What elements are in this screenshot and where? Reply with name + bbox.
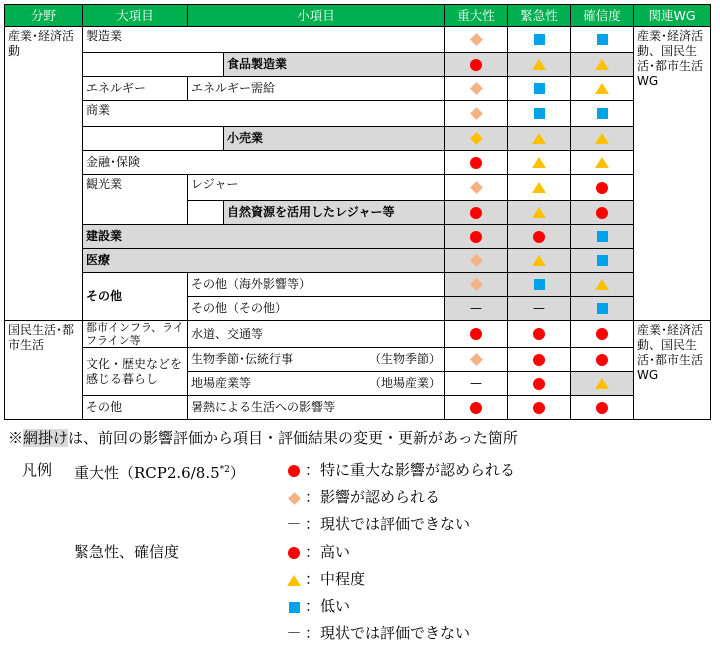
judai-cell [445, 249, 508, 273]
yellow-triangle-icon [595, 378, 609, 389]
shinrai-cell [571, 273, 634, 297]
judai-cell [445, 151, 508, 175]
salmon-diamond-icon [470, 278, 483, 291]
kinkyu-cell [508, 151, 571, 175]
header-dai: 大項目 [83, 5, 188, 27]
table-row [5, 249, 711, 273]
table-row [5, 127, 711, 151]
shinrai-cell [571, 53, 634, 77]
yellow-triangle-icon [595, 133, 609, 144]
item-sonota: その他 [83, 273, 188, 321]
yellow-triangle-icon [595, 279, 609, 290]
table-row [5, 321, 711, 348]
legend-kinkyu-1: ：高い [283, 542, 350, 562]
legend-judai-label: 重大性（RCP2.6/8.5$^{*2}$） [74, 464, 245, 482]
judai-cell [445, 201, 508, 225]
item-jiba: 地場産業等 （地場産業） [188, 372, 445, 396]
yellow-triangle-icon [595, 157, 609, 168]
legend-title: 凡例 [22, 461, 53, 479]
table-row [5, 396, 711, 420]
salmon-diamond-icon [470, 181, 483, 194]
item-leisure: レジャー [188, 175, 445, 201]
salmon-diamond-icon [470, 254, 483, 267]
red-circle-icon [596, 182, 608, 194]
kinkyu-cell [508, 321, 571, 348]
shinrai-cell [571, 348, 634, 372]
item-kouri: 小売業 [224, 127, 445, 151]
salmon-diamond-icon [470, 107, 483, 120]
red-circle-icon [470, 402, 482, 414]
header-kinkyu: 緊急性 [508, 5, 571, 27]
wg-kokumin: 産業･経済活動、国民生活･都市生活WG [634, 321, 711, 420]
shinrai-cell [571, 249, 634, 273]
red-circle-icon [470, 231, 482, 243]
blue-square-icon [534, 279, 545, 290]
item-kaigai: その他（海外影響等） [188, 273, 445, 297]
item-shokuhin: 食品製造業 [224, 53, 445, 77]
table-row [5, 77, 711, 101]
red-circle-icon [596, 207, 608, 219]
judai-cell [445, 396, 508, 420]
item-sonota3: その他 [83, 396, 188, 420]
red-circle-icon [288, 465, 300, 477]
salmon-diamond-icon [470, 82, 483, 95]
red-circle-icon [470, 157, 482, 169]
item-shonetsu: 暑熱による生活への影響等 [188, 396, 445, 420]
legend-judai-1: ：特に重大な影響が認められる [283, 460, 515, 480]
judai-cell [445, 127, 508, 151]
red-circle-icon [533, 231, 545, 243]
red-circle-icon [533, 378, 545, 390]
blue-square-icon [534, 83, 545, 94]
blue-square-icon [534, 34, 545, 45]
red-circle-icon [596, 402, 608, 414]
kinkyu-cell [508, 201, 571, 225]
kinkyu-cell [508, 225, 571, 249]
item-kanko: 観光業 [83, 175, 188, 225]
blue-square-icon [534, 108, 545, 119]
red-circle-icon [596, 354, 608, 366]
item-shizen: 自然資源を活用したレジャー等 [224, 201, 445, 225]
judai-cell [445, 77, 508, 101]
header-row [5, 5, 711, 27]
yellow-triangle-icon [532, 157, 546, 168]
item-energy-juyo: エネルギー需給 [188, 77, 445, 101]
item-iryo: 医療 [83, 249, 445, 273]
red-circle-icon [470, 328, 482, 340]
field-kokumin: 国民生活･都市生活 [5, 321, 83, 420]
header-judai: 重大性 [445, 5, 508, 27]
blue-square-icon [597, 231, 608, 242]
table-row [5, 175, 711, 201]
field-sangyo: 産業･経済活動 [5, 27, 83, 321]
legend-judai-2: ：影響が認められる [283, 487, 440, 507]
salmon-diamond-icon [470, 353, 483, 366]
judai-cell [445, 175, 508, 201]
red-circle-icon [533, 354, 545, 366]
shinrai-cell [571, 201, 634, 225]
item-energy: エネルギー [83, 77, 188, 101]
yellow-triangle-icon [532, 133, 546, 144]
red-circle-icon [596, 328, 608, 340]
dash-icon: — [470, 301, 482, 315]
red-circle-icon [470, 207, 482, 219]
table-row [5, 53, 711, 77]
legend-kinkyu-label: 緊急性、確信度 [74, 543, 180, 561]
blue-square-icon [597, 255, 608, 266]
kinkyu-cell [508, 297, 571, 321]
dash-icon: — [470, 376, 482, 390]
item-kinyu: 金融･保険 [83, 151, 445, 175]
kinkyu-cell [508, 175, 571, 201]
yellow-triangle-icon [595, 83, 609, 94]
shinrai-cell [571, 297, 634, 321]
judai-cell [445, 27, 508, 53]
salmon-diamond-icon [470, 33, 483, 46]
kinkyu-cell [508, 273, 571, 297]
shinrai-cell [571, 372, 634, 396]
kinkyu-cell [508, 77, 571, 101]
kinkyu-cell [508, 27, 571, 53]
shinrai-cell [571, 151, 634, 175]
table-row [5, 348, 711, 372]
kinkyu-cell [508, 396, 571, 420]
item-seizo: 製造業 [83, 27, 445, 53]
kinkyu-cell [508, 53, 571, 77]
table-row [5, 27, 711, 53]
kinkyu-cell [508, 127, 571, 151]
judai-cell [445, 372, 508, 396]
judai-cell [445, 273, 508, 297]
item-suido: 水道、交通等 [188, 321, 445, 348]
dash-icon: — [533, 301, 545, 315]
kinkyu-cell [508, 372, 571, 396]
item-shogyo: 商業 [83, 101, 445, 127]
item-seibutsu: 生物季節･伝統行事 （生物季節） [188, 348, 445, 372]
red-circle-icon [470, 59, 482, 71]
yellow-triangle-icon [287, 575, 301, 586]
blue-square-icon [597, 108, 608, 119]
shinrai-cell [571, 321, 634, 348]
judai-cell [445, 297, 508, 321]
header-shinrai: 確信度 [571, 5, 634, 27]
header-bunya: 分野 [5, 5, 83, 27]
shaded-term: 網掛け [23, 429, 69, 447]
shinrai-cell [571, 127, 634, 151]
yellow-triangle-icon [532, 182, 546, 193]
yellow-triangle-icon [532, 59, 546, 70]
judai-cell [445, 225, 508, 249]
table-row [5, 273, 711, 297]
shinrai-cell [571, 101, 634, 127]
item-toshi-infra: 都市インフラ、ライフライン等 [83, 321, 188, 348]
yellow-diamond-icon [470, 132, 483, 145]
shinrai-cell [571, 77, 634, 101]
judai-cell [445, 53, 508, 77]
blue-square-icon [597, 303, 608, 314]
header-sho: 小項目 [188, 5, 445, 27]
legend-kinkyu-4: － ：現状では評価できない [286, 624, 471, 642]
kinkyu-cell [508, 249, 571, 273]
table-row [5, 151, 711, 175]
red-circle-icon [533, 402, 545, 414]
item-bunka: 文化・歴史などを感じる暮らし [83, 348, 188, 396]
blue-square-icon [289, 602, 300, 613]
table-row [5, 225, 711, 249]
legend-judai-3: － ：現状では評価できない [286, 515, 471, 533]
judai-cell [445, 348, 508, 372]
judai-cell [445, 101, 508, 127]
salmon-diamond-icon [288, 492, 301, 505]
red-circle-icon [533, 328, 545, 340]
assessment-table [4, 4, 711, 420]
shinrai-cell [571, 27, 634, 53]
legend-kinkyu-2: ：中程度 [283, 569, 365, 589]
kinkyu-cell [508, 348, 571, 372]
judai-cell [445, 321, 508, 348]
table-row [5, 101, 711, 127]
yellow-triangle-icon [532, 255, 546, 266]
blue-square-icon [597, 34, 608, 45]
shinrai-cell [571, 225, 634, 249]
shading-note: ※網掛けは、前回の影響評価から項目・評価結果の変更・更新があった箇所 [8, 429, 518, 447]
wg-sangyo: 産業･経済活動、国民生活･都市生活WG [634, 27, 711, 321]
header-wg: 関連WG [634, 5, 711, 27]
shinrai-cell [571, 396, 634, 420]
legend-kinkyu-3: ：低い [283, 596, 350, 616]
item-sonota2: その他（その他） [188, 297, 445, 321]
item-kensetsu: 建設業 [83, 225, 445, 249]
yellow-triangle-icon [595, 59, 609, 70]
shinrai-cell [571, 175, 634, 201]
yellow-triangle-icon [532, 207, 546, 218]
red-circle-icon [288, 547, 300, 559]
kinkyu-cell [508, 101, 571, 127]
